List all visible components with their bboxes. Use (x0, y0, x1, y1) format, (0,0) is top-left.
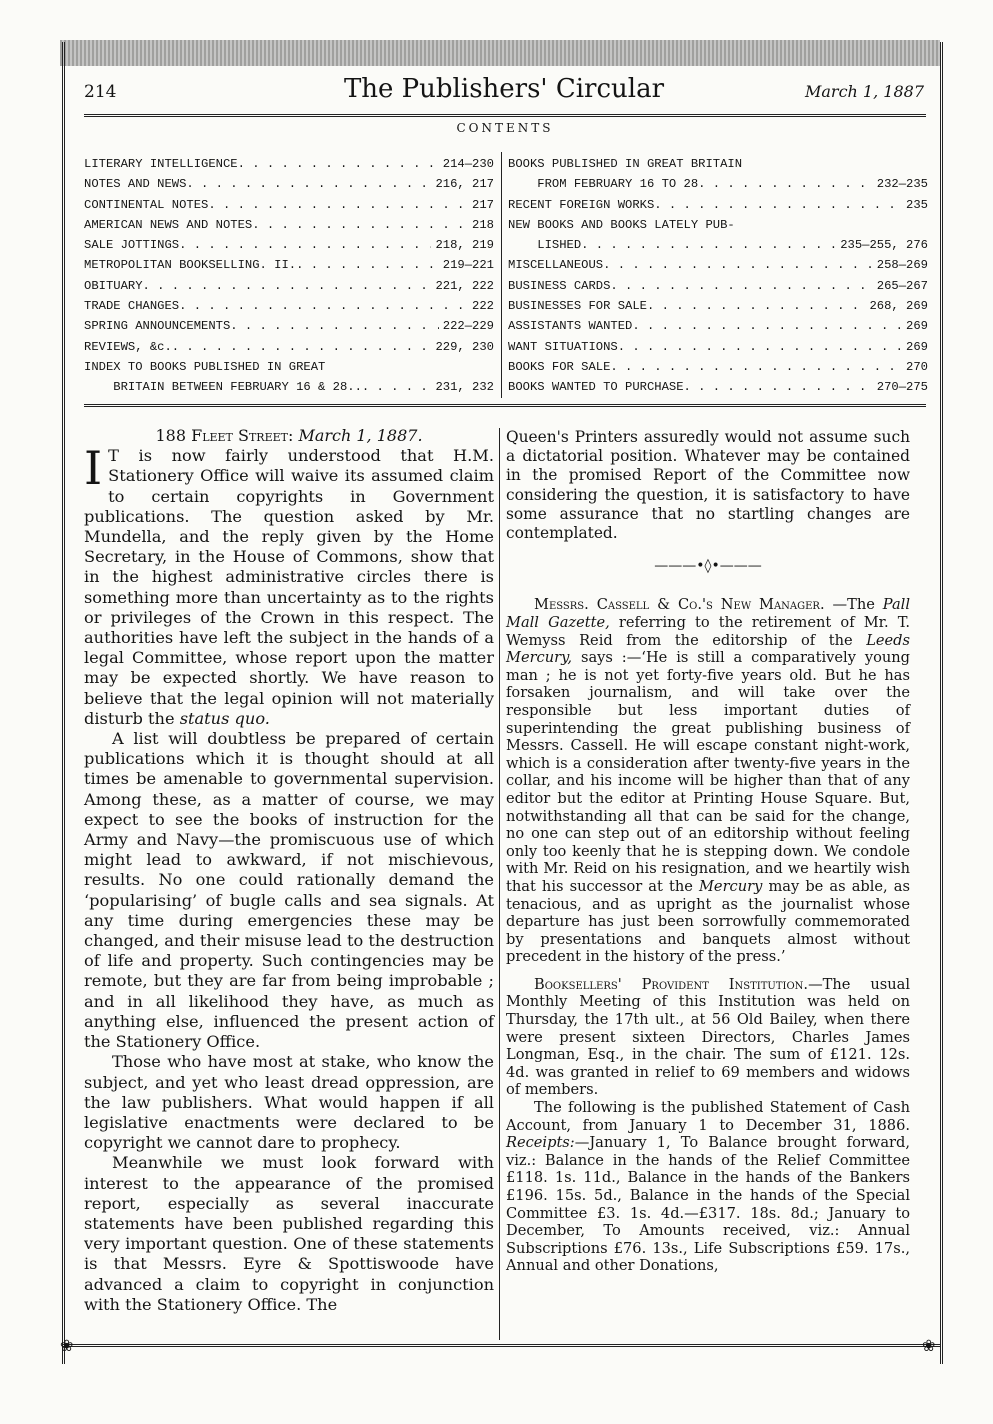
news-heading: Booksellers' Provident Institution. (534, 975, 809, 993)
corner-ornament-icon: ❀ (922, 1336, 936, 1355)
contents-leader-dots (230, 316, 439, 336)
article-continuation: Queen's Printers assuredly would not assume such a dictatorial position. Whatever may be contained in the promised Report of the Committee now considering the question, it is satisfactory to have some assurance that no startling changes are contemplated. (506, 428, 910, 543)
contents-entry (508, 357, 928, 377)
contents-entry-pages: 235 (906, 197, 928, 212)
contents-entry-pages: 268, 269 (869, 299, 928, 314)
contents-entry-title: LITERARY INTELLIGENCE (84, 157, 238, 171)
article-paragraph: Those who have most at stake, who know the subject, and yet who least dread oppression, are the law publishers. What would happen if all legislative enactments were declared to be copyright we cannot dare to prophecy. (84, 1052, 494, 1153)
contents-entry-title: FROM FEBRUARY 16 TO 28 (508, 177, 699, 192)
contents-entry-pages: 218, 219 (435, 238, 494, 253)
contents-entry (508, 377, 928, 397)
contents-leader-dots (252, 215, 468, 235)
contents-entry-pages: 216, 217 (435, 177, 494, 192)
contents-entry-pages: 229, 230 (435, 339, 494, 354)
contents-entry-pages: 265—267 (876, 278, 928, 293)
drop-cap: I (84, 441, 103, 496)
contents-entry-pages: 217 (472, 197, 494, 212)
contents-leader-dots (296, 255, 439, 275)
contents-entry (508, 154, 928, 174)
article-paragraph: I T is now fairly understood that H.M. Stationery Office will waive its assumed claim to certain copyrights in Government publications. The question asked by Mr. Mundella, and the reply given by the Home Secretary, in the House of Commons, show that in the highest administrative circles there is something more than uncertainty as to the rights or privileges of the Crown in this respect. The authorities have left the subject in the hands of a legal Committee, whose report upon the matter may be expected shortly. We have reason to believe that the legal opinion will not materially disturb the status quo. (84, 441, 494, 728)
contents-entry-title: BUSINESS CARDS (508, 278, 611, 293)
article-paragraph: Meanwhile we must look forward with interest to the appearance of the promised report, especially as several inaccurate statements have been published regarding this very important question. One of these statements is that Messrs. Eyre & Spottiswoode have advanced a claim to copyright in conjunction with the Stationery Office. The (84, 1153, 494, 1314)
contents-entry-title: BOOKS FOR SALE (508, 359, 611, 374)
contents-entry-pages: 214—230 (442, 157, 494, 171)
section-ornament: ———•◊•——— (654, 558, 762, 575)
contents-entry (508, 195, 928, 215)
contents-entry (84, 316, 494, 336)
contents-leader-dots (179, 296, 468, 316)
contents-entry-title: METROPOLITAN BOOKSELLING. II. (84, 258, 297, 273)
contents-entry (508, 337, 928, 357)
contents-entry-title: BRITAIN BETWEEN FEBRUARY 16 & 28.. (84, 380, 362, 395)
contents-entry-title: BOOKS PUBLISHED IN GREAT BRITAIN (508, 157, 743, 171)
contents-entry (508, 235, 928, 255)
contents-leader-dots (654, 195, 902, 215)
provident-news-item: Booksellers' Provident Institution.—The usual Monthly Meeting of this Institution was held on Thursday, the 17th ult., at 56 Old Bailey, when there were present sixteen Directors, Charles James Longman, Esq., in the chair. The sum of £121. 12s. 4d. was granted in relief to 69 members and widows of members. (506, 975, 910, 1099)
contents-entry-pages: 222 (472, 299, 494, 314)
contents-entry-pages: 232—235 (876, 177, 928, 192)
provident-statement: The following is the published Statement of Cash Account, from January 1 to December 31, 1886. Receipts:—January 1, To Balance brought forward, viz.: Balance in the hands of the Relief Committee £118. 1s. 11d., Balance in the hands of the Bankers £196. 15s. 5d., Balance in the hands of the Special Committee £3. 1s. 4d.—£317. 18s. 8d.; January to December, To Amounts received, viz.: Annual Subscriptions £76. 13s., Life Subscriptions £59. 17s., Annual and other Donations, (506, 1099, 910, 1275)
contents-entry-title: LISHED (508, 238, 582, 253)
page-bottom-rule (62, 1344, 940, 1347)
contents-entry (84, 377, 494, 397)
contents-entry-title: SALE JOTTINGS (84, 238, 180, 253)
contents-entry (84, 337, 494, 357)
contents-entry (508, 255, 928, 275)
issue-date: March 1, 1887 (805, 82, 924, 101)
right-column (506, 428, 910, 1275)
contents-divider (501, 152, 502, 398)
contents-entry (84, 235, 494, 255)
contents-entry-title: AMERICAN NEWS AND NOTES (84, 217, 253, 232)
contents-entry (84, 255, 494, 275)
contents-entry-title: RECENT FOREIGN WORKS (508, 197, 655, 212)
contents-entry (508, 215, 928, 235)
contents-entry-pages: 270 (906, 359, 928, 374)
contents-rule (84, 404, 926, 407)
contents-leader-dots (186, 174, 431, 194)
masthead-title: The Publishers' Circular (343, 74, 665, 104)
dateline: 188 Fleet Street: March 1, 1887. (155, 426, 423, 445)
contents-entry-pages: 270—275 (876, 380, 928, 395)
contents-entry (84, 195, 494, 215)
contents-leader-dots (610, 357, 902, 377)
contents-leader-dots (362, 377, 432, 397)
contents-entry-title: OBITUARY (84, 278, 143, 293)
contents-entry-pages: 258—269 (876, 258, 928, 273)
contents-entry-title: REVIEWS, &c. (84, 339, 172, 354)
contents-entry-pages: 269 (906, 339, 928, 354)
contents-entry (84, 276, 494, 296)
contents-leader-dots (208, 195, 468, 215)
contents-leader-dots (610, 276, 872, 296)
contents-entry (84, 154, 494, 174)
contents-entry-pages: 219—221 (442, 258, 494, 273)
contents-entry-title: WANT SITUATIONS (508, 339, 618, 354)
contents-entry (508, 296, 928, 316)
page-header (84, 74, 924, 114)
contents-leader-dots (238, 154, 439, 174)
contents-entry-title: NOTES AND NEWS (84, 177, 187, 192)
contents-leader-dots (647, 296, 866, 316)
contents-entry-pages: 221, 222 (435, 278, 494, 293)
contents-leader-dots (143, 276, 432, 296)
contents-entry-title: CONTINENTAL NOTES (84, 197, 209, 212)
contents-left-column (84, 154, 494, 398)
contents-entry-pages: 231, 232 (435, 380, 494, 395)
contents-entry (508, 174, 928, 194)
header-rule (84, 114, 926, 117)
contents-entry-title: SPRING ANNOUNCEMENTS (84, 319, 231, 334)
contents-entry-title: MISCELLANEOUS (508, 258, 604, 273)
contents-leader-dots (684, 377, 873, 397)
contents-right-column (508, 154, 928, 398)
contents-entry-title: NEW BOOKS AND BOOKS LATELY PUB- (508, 217, 735, 232)
page-number: 214 (84, 82, 117, 102)
contents-leader-dots (632, 316, 902, 336)
lead-article-column (84, 426, 494, 1315)
contents-leader-dots (179, 235, 431, 255)
contents-entry (508, 276, 928, 296)
contents-leader-dots (698, 174, 873, 194)
contents-entry-pages: 222—229 (442, 319, 494, 334)
contents-entry (84, 215, 494, 235)
contents-entry-pages: 218 (472, 217, 494, 232)
contents-entry (84, 174, 494, 194)
contents-entry-title: ASSISTANTS WANTED (508, 319, 633, 334)
contents-entry-title: BUSINESSES FOR SALE (508, 299, 647, 314)
contents-entry (84, 296, 494, 316)
cassell-news-item: Messrs. Cassell & Co.'s New Manager. —The Pall Mall Gazette, referring to the retirement of Mr. T. Wemyss Reid from the editorship of the Leeds Mercury, says :—‘He is still a comparatively young man ; he is not yet forty-five years old. But he has forsaken journalism, and will take over the responsible but less important duties of superintending the great publishing business of Messrs. Cassell. He will escape constant night-work, which is a consideration after twenty-five years in the collar, and his income will be higher than that of any editor but the editor at Printing House Square. But, notwithstanding all that can be said for the change, no one can step out of an editorship without feeling only too keenly that he is stepping down. We condole with Mr. Reid on his resignation, and we heartily wish that his successor at the Mercury may be as able, as tenacious, and as upright as the journalist whose departure has just been sorrowfully commemorated by presentations and banquets almost without precedent in the history of the press.’ (506, 596, 911, 966)
contents-entry-pages: 235—255, 276 (840, 238, 928, 253)
contents-leader-dots (172, 337, 432, 357)
contents-entry-pages: 269 (906, 319, 928, 334)
contents-entry (508, 316, 928, 336)
corner-ornament-icon: ❀ (60, 1336, 74, 1355)
news-heading: Messrs. Cassell & Co.'s New Manager. (534, 596, 825, 614)
contents-leader-dots (581, 235, 836, 255)
contents-entry-title: TRADE CHANGES (84, 299, 180, 314)
contents-entry-title: BOOKS WANTED TO PURCHASE (508, 380, 684, 395)
contents-heading: CONTENTS (456, 121, 554, 135)
contents-entry-title: INDEX TO BOOKS PUBLISHED IN GREAT (84, 359, 326, 374)
article-paragraph: A list will doubtless be prepared of certain publications which it is thought should at all times be amenable to governmental supervision. Among these, as a matter of course, we may expect to see the books of instruction for the Army and Navy—the promiscuous use of which might lead to awkward, if not mischievous, results. No one could rationally demand the ‘popularising’ of bugle calls and sea signals. At any time during emergencies these may be changed, and their misuse lead to the destruction of life and property. Such contingencies may be remote, but they are far from being improbable ; and in all likelihood they have, as much as anything else, influenced the present action of the Stationery Office. (84, 729, 494, 1052)
contents-leader-dots (603, 255, 873, 275)
column-divider (499, 428, 500, 1340)
contents-entry (84, 357, 494, 377)
contents-leader-dots (618, 337, 902, 357)
